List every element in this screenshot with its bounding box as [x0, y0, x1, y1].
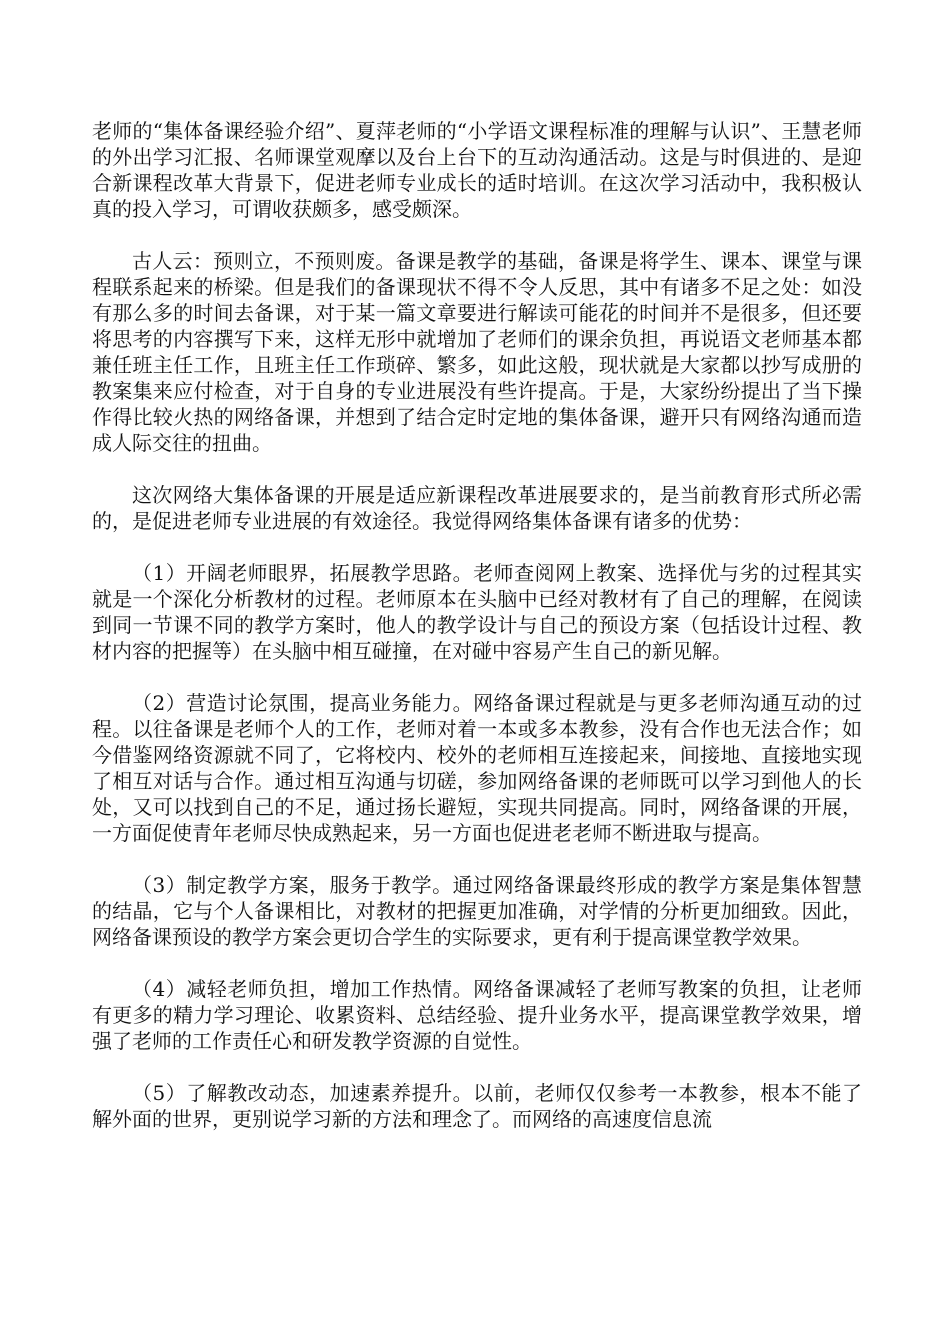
- paragraph-advantage-5: （5）了解教改动态，加速素养提升。以前，老师仅仅参考一本教参，根本不能了解外面的世界，更别说学习新的方法和理念了。而网络的高速度信息流: [92, 1081, 862, 1131]
- paragraph-advantages-intro: 这次网络大集体备课的开展是适应新课程改革进展要求的，是当前教育形式所必需的，是促进老师专业进展的有效途径。我觉得网络集体备课有诸多的优势：: [92, 483, 862, 533]
- paragraph-intro: 老师的“集体备课经验介绍”、夏萍老师的“小学语文课程标准的理解与认识”、王慧老师的外出学习汇报、名师课堂观摩以及台上台下的互动沟通活动。这是与时俱进的、是迎合新课程改革大背景下，促进老师专业成长的适时培训。在这次学习活动中，我积极认真的投入学习，可谓收获颇多，感受颇深。: [92, 119, 862, 221]
- paragraph-advantage-3: （3）制定教学方案，服务于教学。通过网络备课最终形成的教学方案是集体智慧的结晶，它与个人备课相比，对教材的把握更加准确，对学情的分析更加细致。因此，网络备课预设的教学方案会更切合学生的实际要求，更有利于提高课堂教学效果。: [92, 873, 862, 949]
- paragraph-advantage-1: （1）开阔老师眼界，拓展教学思路。老师查阅网上教案、选择优与劣的过程其实就是一个深化分析教材的过程。老师原本在头脑中已经对教材有了自己的理解，在阅读到同一节课不同的教学方案时，他人的教学设计与自己的预设方案（包括设计过程、教材内容的把握等）在头脑中相互碰撞，在对碰中容易产生自己的新见解。: [92, 561, 862, 663]
- paragraph-advantage-2: （2）营造讨论氛围，提高业务能力。网络备课过程就是与更多老师沟通互动的过程。以往备课是老师个人的工作，老师对着一本或多本教参，没有合作也无法合作；如今借鉴网络资源就不同了，它将校内、校外的老师相互连接起来，间接地、直接地实现了相互对话与合作。通过相互沟通与切磋，参加网络备课的老师既可以学习到他人的长处，又可以找到自己的不足，通过扬长避短，实现共同提高。同时，网络备课的开展，一方面促使青年老师尽快成熟起来，另一方面也促进老老师不断进取与提高。: [92, 691, 862, 845]
- paragraph-current-situation: 古人云：预则立，不预则废。备课是教学的基础，备课是将学生、课本、课堂与课程联系起来的桥梁。但是我们的备课现状不得不令人反思，其中有诸多不足之处：如没有那么多的时间去备课，对于某一篇文章要进行解读可能花的时间并不是很多，但还要将思考的内容撰写下来，这样无形中就增加了老师们的课余负担，再说语文老师基本都兼任班主任工作，且班主任工作琐碎、繁多，如此这般，现状就是大家都以抄写成册的教案集来应付检查，对于自身的专业进展没有些许提高。于是，大家纷纷提出了当下操作得比较火热的网络备课，并想到了结合定时定地的集体备课，避开只有网络沟通而造成人际交往的扭曲。: [92, 249, 862, 455]
- document-body: [92, 118, 862, 1132]
- paragraph-advantage-4: （4）减轻老师负担，增加工作热情。网络备课减轻了老师写教案的负担，让老师有更多的精力学习理论、收累资料、总结经验、提升业务水平，提高课堂教学效果，增强了老师的工作责任心和研发教学资源的自觉性。: [92, 977, 862, 1053]
